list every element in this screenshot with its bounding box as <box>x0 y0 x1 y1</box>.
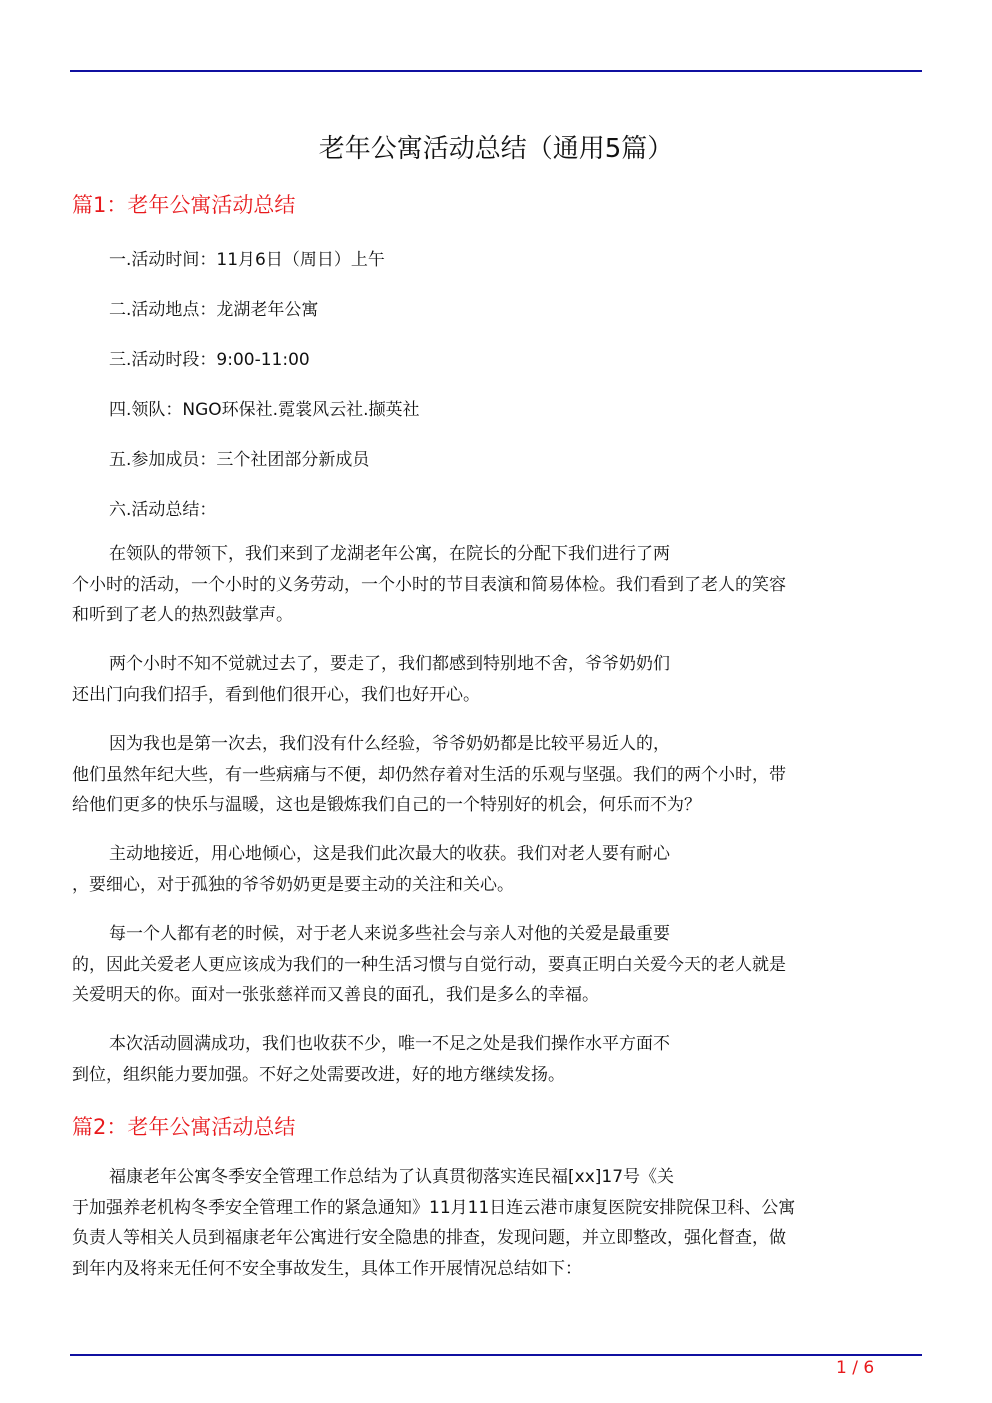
paragraph <box>72 1029 914 1090</box>
paragraph-line: 在领队的带领下，我们来到了龙湖老年公寓，在院长的分配下我们进行了两 <box>109 544 670 564</box>
paragraph-line: 于加强养老机构冬季安全管理工作的紧急通知》11月11日连云港市康复医院安排院保卫科、公寓 <box>72 1197 796 1218</box>
paragraph-line: 因为我也是第一次去，我们没有什么经验，爷爷奶奶都是比较平易近人的， <box>109 734 670 754</box>
info-item-time: 一.活动时间：11月6日（周日）上午 <box>109 250 385 270</box>
paragraph <box>72 919 914 1011</box>
paragraph-line: ，要细心，对于孤独的爷爷奶奶更是要主动的关注和关心。 <box>72 874 514 895</box>
page-indicator: 1 / 6 <box>836 1358 875 1378</box>
paragraph-line: 关爱明天的你。面对一张张慈祥而又善良的面孔，我们是多么的幸福。 <box>72 985 599 1005</box>
info-item-leaders: 四.领队：NGO环保社.霓裳风云社.撷英社 <box>109 400 420 420</box>
info-item-location: 二.活动地点：龙湖老年公寓 <box>109 300 319 320</box>
paragraph-line: 到年内及将来无任何不安全事故发生，具体工作开展情况总结如下： <box>72 1258 582 1279</box>
section-heading: 篇1：老年公寓活动总结 <box>72 193 296 217</box>
paragraph-line: 到位，组织能力要加强。不好之处需要改进，好的地方继续发扬。 <box>72 1064 565 1085</box>
paragraph-line: 两个小时不知不觉就过去了，要走了，我们都感到特别地不舍，爷爷奶奶们 <box>109 654 670 674</box>
paragraph-line: 给他们更多的快乐与温暖，这也是锻炼我们自己的一个特别好的机会，何乐而不为？ <box>72 795 701 815</box>
paragraph-line: 他们虽然年纪大些，有一些病痛与不便，却仍然存着对生活的乐观与坚强。我们的两个小时，带 <box>72 764 786 785</box>
info-item-summary: 六.活动总结： <box>109 500 217 520</box>
paragraph <box>72 839 914 900</box>
paragraph-line: 还出门向我们招手，看到他们很开心，我们也好开心。 <box>72 684 480 705</box>
paragraph <box>72 1162 914 1284</box>
paragraph <box>72 539 914 631</box>
footer-rule <box>70 1354 922 1356</box>
paragraph <box>72 729 914 821</box>
paragraph-line: 和听到了老人的热烈鼓掌声。 <box>72 605 293 625</box>
paragraph-line: 主动地接近，用心地倾心，这是我们此次最大的收获。我们对老人要有耐心 <box>109 844 670 864</box>
paragraph-line: 负责人等相关人员到福康老年公寓进行安全隐患的排查，发现问题，并立即整改，强化督查，做 <box>72 1228 786 1248</box>
paragraph-line: 福康老年公寓冬季安全管理工作总结为了认真贯彻落实连民福[xx]17号《关 <box>109 1167 675 1187</box>
section-heading: 篇2：老年公寓活动总结 <box>72 1115 296 1139</box>
document-title: 老年公寓活动总结（通用5篇） <box>318 134 674 164</box>
info-item-period: 三.活动时段：9:00-11:00 <box>109 350 310 370</box>
paragraph <box>72 649 914 710</box>
paragraph-line: 的，因此关爱老人更应该成为我们的一种生活习惯与自觉行动，要真正明白关爱今天的老人就是 <box>72 954 786 975</box>
paragraph-line: 每一个人都有老的时候，对于老人来说多些社会与亲人对他的关爱是最重要 <box>109 924 670 944</box>
info-item-members: 五.参加成员：三个社团部分新成员 <box>109 450 370 470</box>
header-rule <box>70 70 922 72</box>
paragraph-line: 本次活动圆满成功，我们也收获不少，唯一不足之处是我们操作水平方面不 <box>109 1034 670 1054</box>
paragraph-line: 个小时的活动，一个小时的义务劳动，一个小时的节目表演和简易体检。我们看到了老人的笑容 <box>72 574 786 595</box>
